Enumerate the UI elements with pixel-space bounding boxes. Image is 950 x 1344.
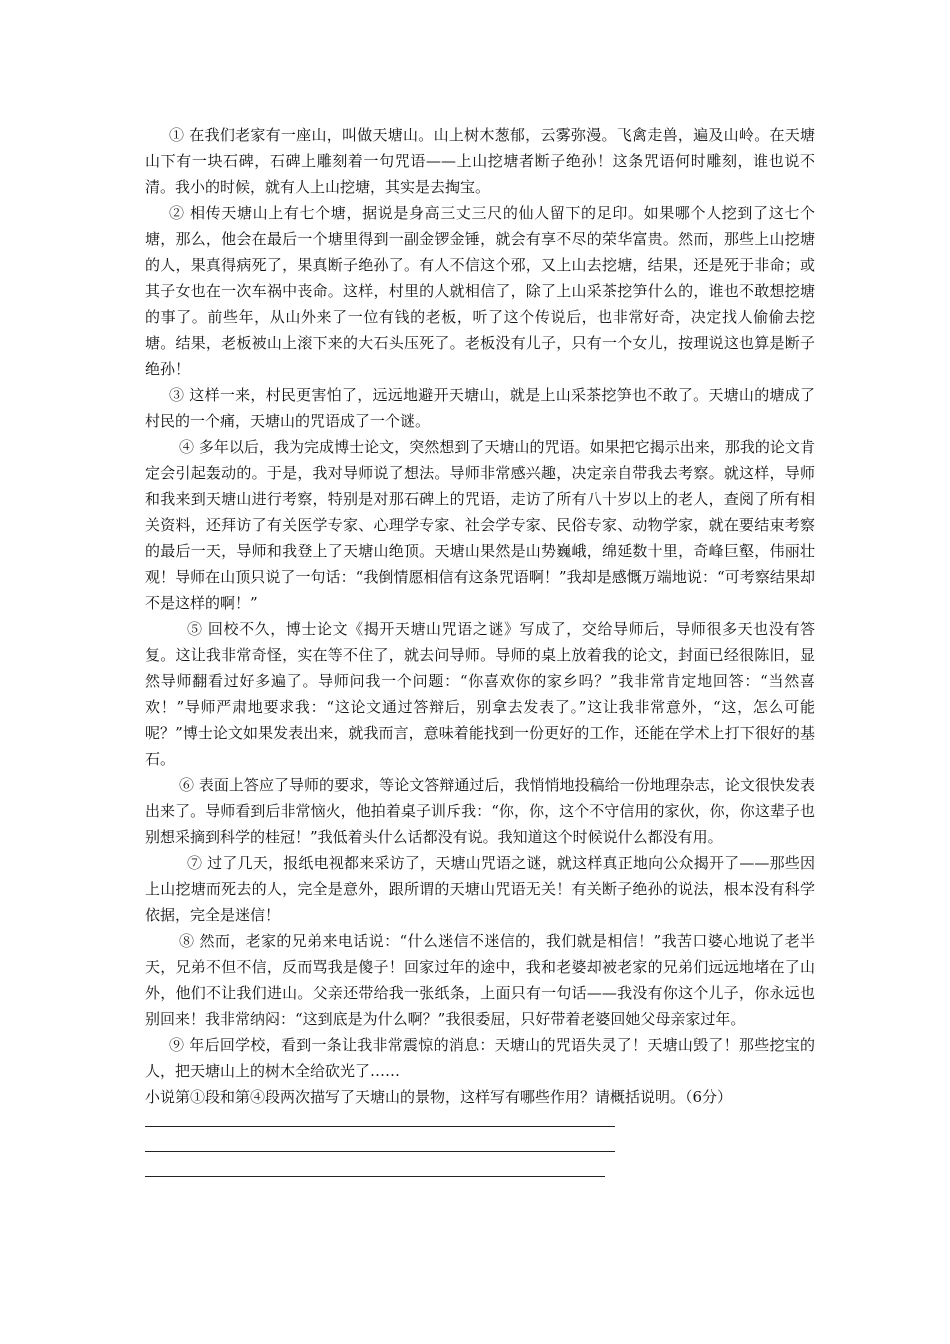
paragraph-7: ⑦ 过了几天，报纸电视都来采访了，天塘山咒语之谜，就这样真正地向公众揭开了——那些因上山挖塘而死去的人，完全是意外，跟所谓的天塘山咒语无关！有关断子绝孙的说法，根本没有科学依据，完全是迷信！ <box>145 854 815 924</box>
answer-line[interactable] <box>145 1176 605 1177</box>
answer-line[interactable] <box>145 1151 615 1152</box>
answer-line[interactable] <box>145 1126 615 1127</box>
paragraph-9: ⑨ 年后回学校，看到一条让我非常震惊的消息：天塘山的咒语失灵了！天塘山毁了！那些挖宝的人，把天塘山上的树木全给砍光了…… <box>145 1036 815 1080</box>
paragraph-2: ② 相传天塘山上有七个塘，据说是身高三丈三尺的仙人留下的足印。如果哪个人挖到了这七个塘，那么，他会在最后一个塘里得到一副金锣金锤，就会有享不尽的荣华富贵。然而，那些上山挖塘的人，果真得病死了，果真断子绝孙了。有人不信这个邪，又上山去挖塘，结果，还是死于非命；或其子女也在一次车祸中丧命。这样，村里的人就相信了，除了上山采茶挖笋什么的，谁也不敢想挖塘的事了。前些年，从山外来了一位有钱的老板，听了这个传说后，也非常好奇，决定找人偷偷去挖塘。结果，老板被山上滚下来的大石头压死了。老板没有儿子，只有一个女儿，按理说这也算是断子绝孙！ <box>145 204 815 378</box>
document-page <box>145 122 815 1177</box>
paragraph-6: ⑥ 表面上答应了导师的要求，等论文答辩通过后，我悄悄地投稿给一份地理杂志，论文很快发表出来了。导师看到后非常恼火，他拍着桌子训斥我：“你，你，这个不守信用的家伙，你，你这辈子也别想采摘到科学的桂冠！”我低着头什么话都没有说。我知道这个时候说什么都没有用。 <box>145 776 815 846</box>
paragraph-1: ① 在我们老家有一座山，叫做天塘山。山上树木葱郁，云雾弥漫。飞禽走兽，遍及山岭。在天塘山下有一块石碑，石碑上雕刻着一句咒语——上山挖塘者断子绝孙！这条咒语何时雕刻，谁也说不清。我小的时候，就有人上山挖塘，其实是去掏宝。 <box>145 126 815 196</box>
paragraph-8: ⑧ 然而，老家的兄弟来电话说：“什么迷信不迷信的，我们就是相信！”我苦口婆心地说了老半天，兄弟不但不信，反而骂我是傻子！回家过年的途中，我和老婆却被老家的兄弟们远远地堵在了山外，他们不让我们进山。父亲还带给我一张纸条，上面只有一句话——我没有你这个儿子，你永远也别回来！我非常纳闷：“这到底是为什么啊？”我很委屈，只好带着老婆回她父母亲家过年。 <box>145 932 815 1028</box>
paragraph-4: ④ 多年以后，我为完成博士论文，突然想到了天塘山的咒语。如果把它揭示出来，那我的论文肯定会引起轰动的。于是，我对导师说了想法。导师非常感兴趣，决定亲自带我去考察。就这样，导师和我来到天塘山进行考察，特别是对那石碑上的咒语，走访了所有八十岁以上的老人，查阅了所有相关资料，还拜访了有关医学专家、心理学专家、社会学专家、民俗专家、动物学家，就在要结束考察的最后一天，导师和我登上了天塘山绝顶。天塘山果然是山势巍峨，绵延数十里，奇峰巨壑，伟丽壮观！导师在山顶只说了一句话：“我倒情愿相信有这条咒语啊！”我却是感慨万端地说：“可考察结果却不是这样的啊！” <box>145 438 815 612</box>
paragraph-3: ③ 这样一来，村民更害怕了，远远地避开天塘山，就是上山采茶挖笋也不敢了。天塘山的塘成了村民的一个痛，天塘山的咒语成了一个谜。 <box>145 386 815 430</box>
paragraph-5: ⑤ 回校不久，博士论文《揭开天塘山咒语之谜》写成了，交给导师后，导师很多天也没有答复。这让我非常奇怪，实在等不住了，就去问导师。导师的桌上放着我的论文，封面已经很陈旧，显然导师翻看过好多遍了。导师问我一个问题：“你喜欢你的家乡吗？”我非常肯定地回答：“当然喜欢！”导师严肃地要求我：“这论文通过答辩后，别拿去发表了。”这让我非常意外，“这，怎么可能呢？”博士论文如果发表出来，就我而言，意味着能找到一份更好的工作，还能在学术上打下很好的基石。 <box>145 620 815 768</box>
question-text: 小说第①段和第④段两次描写了天塘山的景物，这样写有哪些作用？请概括说明。（6分） <box>145 1088 733 1106</box>
